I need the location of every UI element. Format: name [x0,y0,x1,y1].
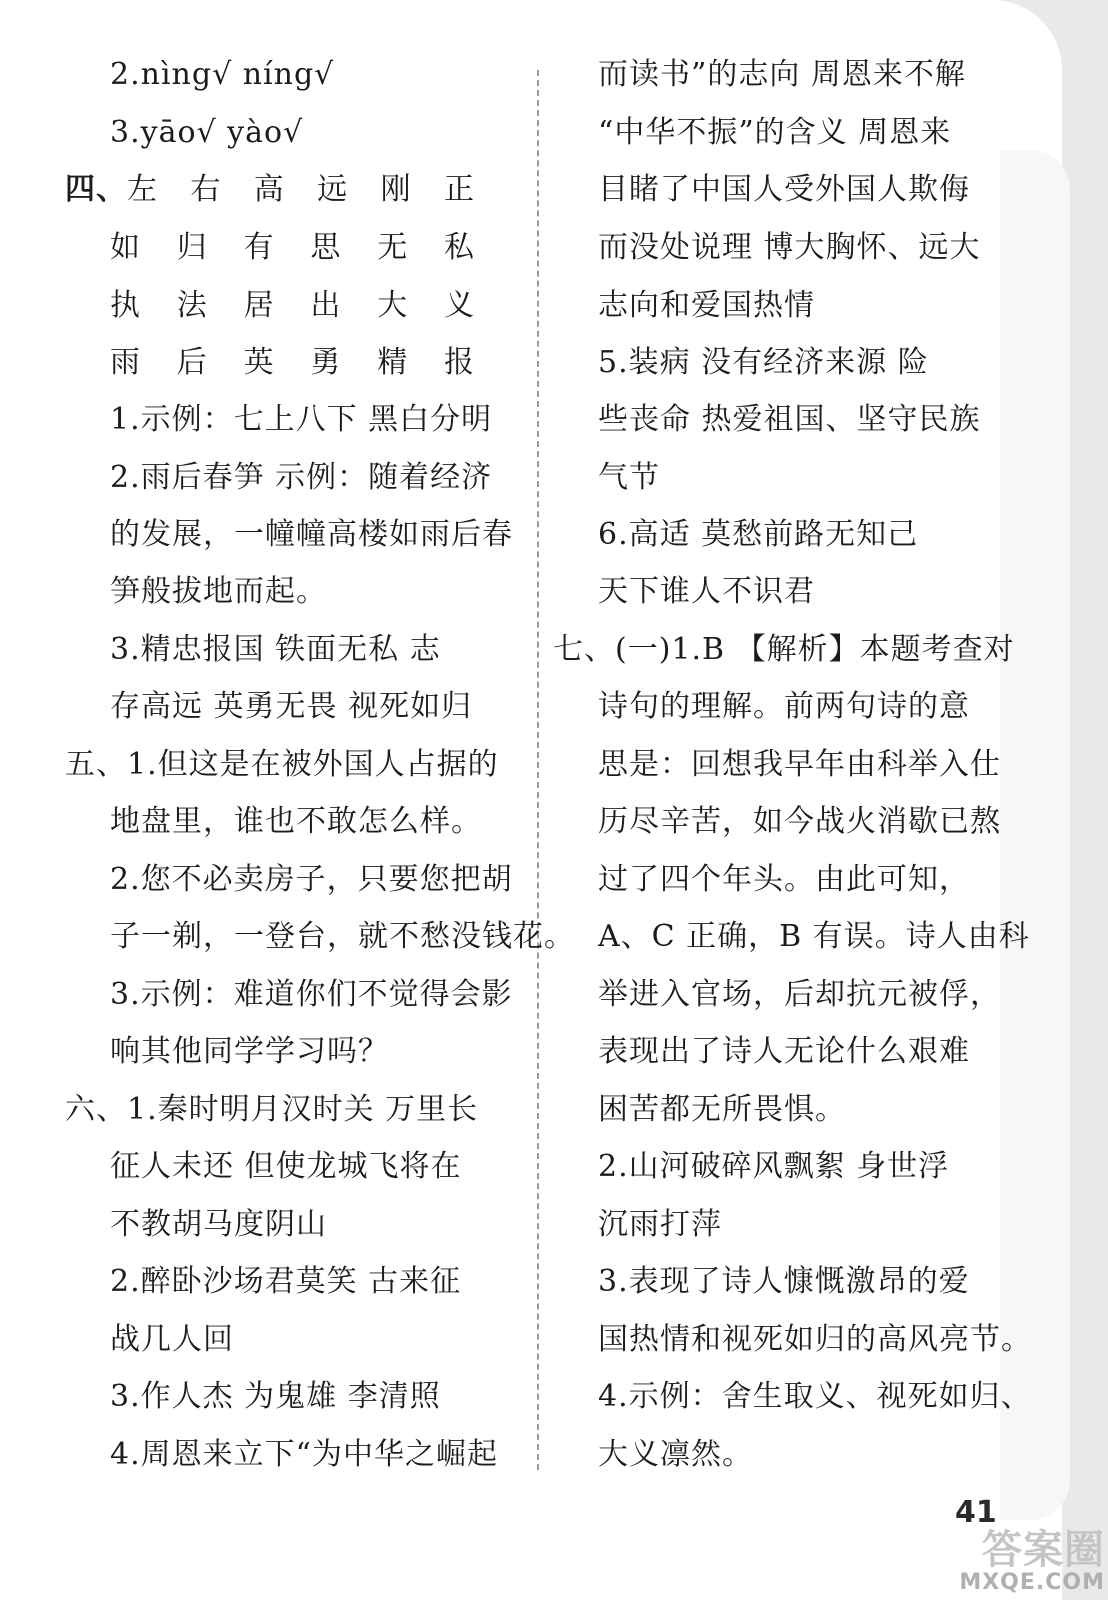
answer-line: 表现出了诗人无论什么艰难 [598,1034,970,1069]
answer-line: 3.表现了诗人慷慨激昂的爱 [598,1264,970,1299]
answer-line: 过了四个年头。由此可知， [598,862,970,897]
answer-line: 困苦都无所畏惧。 [598,1092,846,1127]
watermark [955,1527,1105,1595]
answer-line: 3.yāo√ yào√ [110,115,304,150]
answer-line: 志向和爱国热情 [598,288,815,323]
column-divider [537,70,539,1470]
answer-line: 4.周恩来立下“为中华之崛起 [110,1437,498,1472]
answer-line: 1.示例：七上八下 黑白分明 [110,402,493,437]
grid-char: 义 [443,288,475,323]
answer-line: 2.醉卧沙场君莫笑 古来征 [110,1264,462,1299]
page-number: 41 [955,1495,997,1530]
section-heading-line: 七、(一)1.B 【解析】本题考查对 [553,632,1015,667]
answer-line: 3.示例：难道你们不觉得会影 [110,977,513,1012]
grid-char: 左 [127,172,158,207]
answer-line: 子一剃，一登台，就不愁没钱花。 [110,919,575,954]
answer-line: 而没处说理 博大胸怀、远大 [598,230,981,265]
watermark-url: MXQE.COM [959,1570,1105,1595]
answer-line: 2.nìng√ níng√ [110,57,335,92]
grid-char: 精 [377,345,409,380]
answer-line: 地盘里，谁也不敢怎么样。 [110,804,482,839]
grid-char: 执 [110,288,141,323]
answer-line: 气节 [598,460,660,495]
answer-line: 响其他同学学习吗？ [110,1034,389,1069]
watermark-logo: 答案圈 [982,1527,1105,1573]
grid-char: 刚 [380,172,412,207]
answer-line: 诗句的理解。前两句诗的意 [598,689,970,724]
answer-line: 3.作人杰 为鬼雄 李清照 [110,1379,441,1414]
answer-line: 大义凛然。 [598,1437,753,1472]
grid-char: 右 [190,172,222,207]
grid-char: 正 [443,172,475,207]
answer-line: 目睹了中国人受外国人欺侮 [598,172,970,207]
answer-line: A、C 正确，B 有误。诗人由科 [598,919,1030,954]
grid-char: 思 [310,230,342,265]
answer-line: 天下谁人不识君 [598,574,815,609]
answer-line: 5.装病 没有经济来源 险 [598,345,929,380]
section-heading-line: 五、1.但这是在被外国人占据的 [65,747,499,782]
idiom-grid-row [110,286,475,326]
grid-char: 出 [310,288,342,323]
answer-line: 战几人回 [110,1322,234,1357]
answer-line: 笋般拔地而起。 [110,574,327,609]
answer-line: 沉雨打萍 [598,1207,722,1242]
grid-char: 雨 [110,345,141,380]
grid-char: 后 [176,345,208,380]
grid-char: 高 [253,172,285,207]
answer-line: 征人未还 但使龙城飞将在 [110,1149,462,1184]
answer-line: 国热情和视死如归的高风亮节。 [598,1322,1032,1357]
answer-line: 思是：回想我早年由科举入仕 [598,747,1001,782]
grid-char: 无 [377,230,409,265]
answer-line: 存高远 英勇无畏 视死如归 [110,689,473,724]
answer-line: 4.示例：舍生取义、视死如归、 [598,1379,1032,1414]
answer-line: 举进入官场，后却抗元被俘， [598,977,1001,1012]
answer-line: 的发展，一幢幢高楼如雨后春 [110,517,513,552]
grid-char: 勇 [310,345,342,380]
grid-char: 报 [443,345,475,380]
answer-line: 2.山河破碎风飘絮 身世浮 [598,1149,950,1184]
answer-line: 2.您不必卖房子，只要您把胡 [110,862,513,897]
grid-char: 如 [110,230,141,265]
answer-line: 6.高适 莫愁前路无知己 [598,517,919,552]
answer-line: “中华不振”的含义 周恩来 [598,115,952,150]
grid-char: 私 [443,230,475,265]
answer-line: 些丧命 热爱祖国、坚守民族 [598,402,981,437]
grid-char: 有 [243,230,275,265]
answer-line: 不教胡马度阴山 [110,1207,327,1242]
section-heading-line: 六、1.秦时明月汉时关 万里长 [65,1092,479,1127]
grid-char: 大 [377,288,409,323]
grid-char: 远 [317,172,349,207]
answer-line: 而读书”的志向 周恩来不解 [598,57,966,92]
idiom-grid-row [65,170,475,210]
answer-line: 2.雨后春笋 示例：随着经济 [110,460,493,495]
idiom-grid-row [110,343,475,383]
grid-char: 归 [176,230,208,265]
grid-char: 法 [176,288,208,323]
grid-char: 居 [243,288,275,323]
grid-char: 英 [243,345,275,380]
idiom-grid-row [110,228,475,268]
page-edge-tab [1000,150,1070,1520]
section-label: 四、 [65,172,127,207]
answer-line: 3.精忠报国 铁面无私 志 [110,632,441,667]
answer-line: 历尽辛苦，如今战火消歇已熬 [598,804,1001,839]
